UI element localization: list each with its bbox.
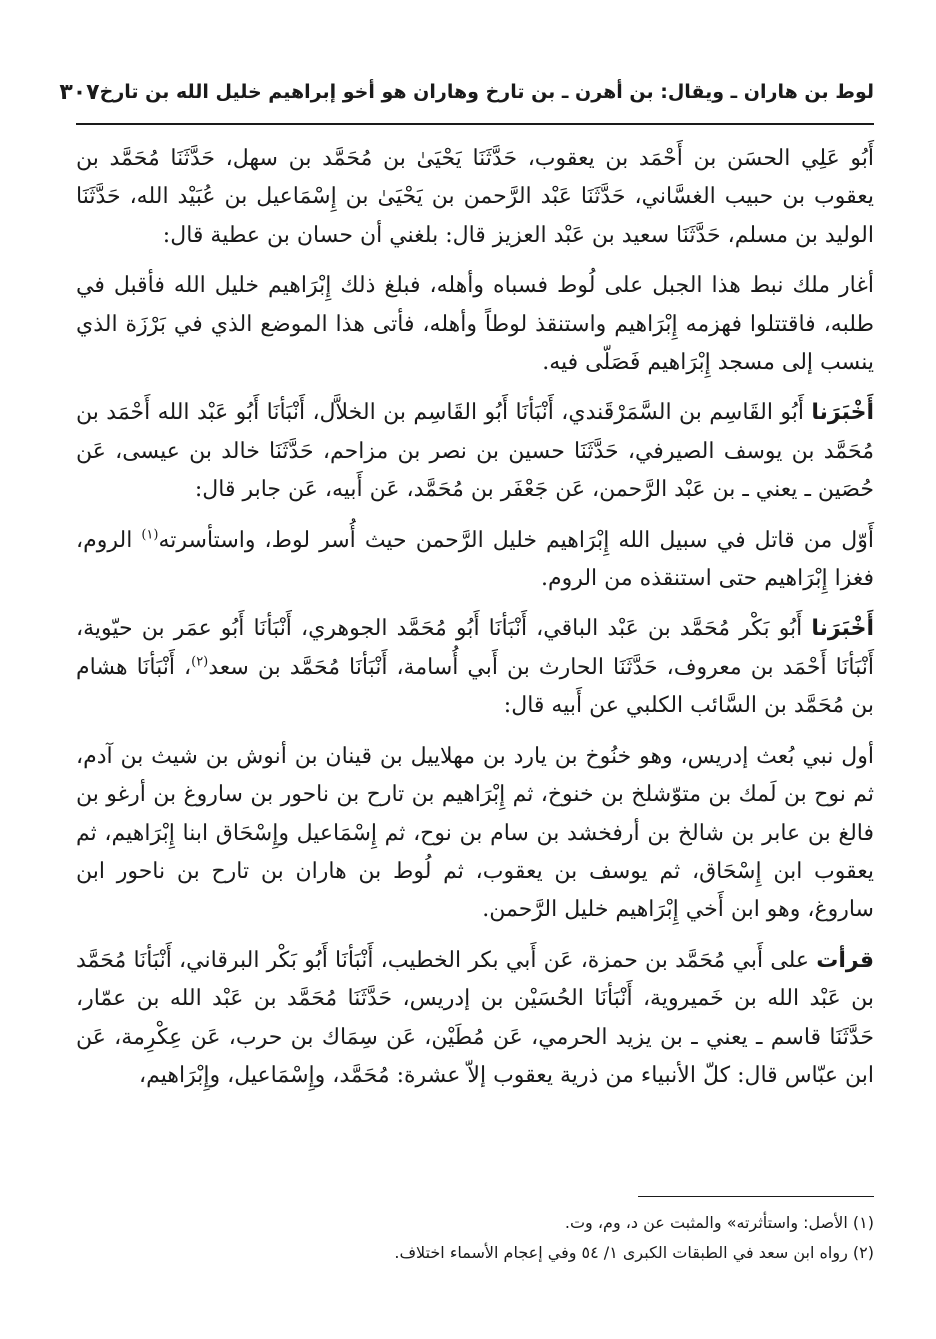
paragraph: [76, 522, 874, 599]
header-divider: [76, 123, 874, 125]
paragraph-text: أَوّل من قاتل في سبيل الله إِبْرَاهيم خليل الرَّحمن حيث أُسر لوط، واستأسرته: [158, 527, 874, 553]
paragraph: [76, 267, 874, 382]
main-text: [76, 140, 874, 1107]
running-header-title: لوط بن هاران ـ ويقال: بن أهرن ـ بن تارخ وهاران هو أخو إبراهيم خليل الله بن تارخ: [99, 81, 874, 103]
paragraph-lead-word: قرأت: [816, 947, 874, 973]
footnote: (١) الأصل: واستأثرته» والمثبت عن د، وم، وت.: [564, 1213, 874, 1232]
paragraph-text: أَبُو عَلِي الحسَن بن أَحْمَد بن يعقوب، حَدَّثَنَا يَحْيَىٰ بن مُحَمَّد بن سهل، حَدَّثَنَا مُحَمَّد بن يعقوب بن حبيب الغسَّاني، حَدَّثَنَا عَبْد الرَّحمن بن يَحْيَىٰ بن إِسْمَاعيل بن عُبَيْد الله، حَدَّثَنَا الوليد بن مسلم، حَدَّثَنَا سعيد بن عَبْد العزيز قال: بلغني أن حسان بن عطية قال:: [76, 146, 874, 248]
paragraph-text: أَبُو بَكْر مُحَمَّد بن عَبْد الباقي، أَنْبَأنَا أَبُو مُحَمَّد الجوهري، أَنْبَأنَا أَبُو عمَر بن حيّوية، أَنْبَأنَا أَحْمَد بن معروف، حَدَّثَنَا الحارث بن أَبي أُسامة، أَنْبَأنَا مُحَمَّد بن سعد: [76, 616, 874, 680]
paragraph-text: على أَبي مُحَمَّد بن حمزة، عَن أَبي بكر الخطيب، أَنْبَأنَا أَبُو بَكْر البرقاني، أَنْبَأنَا مُحَمَّد بن عَبْد الله بن خَميروية، أَنْبَأنَا الحُسَيْن بن إدريس، حَدَّثَنَا مُحَمَّد بن عَبْد الله بن عمّار، حَدَّثَنَا قاسم ـ يعني ـ بن يزيد الحرمي، عَن مُطَيْن، عَن سِمَاك بن حرب، عَن عِكْرِمة، عَن ابن عبّاس قال: كلّ الأنبياء من ذرية يعقوب إلاّ عشرة: مُحَمَّد، وإِسْمَاعيل، وإِبْرَاهيم،: [76, 947, 874, 1088]
paragraph-lead-word: أَخْبَرَنا: [811, 616, 874, 642]
paragraph: [76, 610, 874, 725]
page-number: ٣٠٧: [59, 79, 100, 105]
footnote-divider: [638, 1196, 874, 1197]
paragraph-text: أَبُو القَاسِم بن السَّمَرْقَندي، أَنْبَأنَا أَبُو القَاسِم بن الخلاَّل، أَنْبَأنَا أَبُو عَبْد الله أَحْمَد بن مُحَمَّد بن يوسف الصيرفي، حَدَّثَنَا حسين بن نصر بن مزاحم، حَدَّثَنَا خالد بن عيسى، عَن حُصَين ـ يعني ـ بن عَبْد الرَّحمن، عَن جَعْفَر بن مُحَمَّد، عَن أَبيه، عَن جابر قال:: [76, 400, 874, 503]
paragraph: [76, 394, 874, 509]
paragraph-text: أغار ملك نبط هذا الجبل على لُوط فسباه وأهله، فبلغ ذلك إِبْرَاهيم خليل الله فأقبل في طلبه، فاقتتلوا فهزمه إِبْرَاهيم واستنقذ لوطاً وأهله، فأتى هذا الموضع الذي في بَرْزَة الذي ينسب إلى مسجد إِبْرَاهيم فَصَلّى فيه.: [76, 273, 874, 376]
paragraph-text-after: ، أَنْبَأنَا هشام بن مُحَمَّد بن السَّائب الكلبي عن أَبيه قال:: [76, 654, 874, 719]
paragraph: [76, 942, 874, 1096]
footnote: (٢) رواه ابن سعد في الطبقات الكبرى ١/ ٥٤ وفي إعجام الأسماء اختلاف.: [394, 1243, 874, 1262]
paragraph-text-after: الروم، فغزا إِبْرَاهيم حتى استنقذه من الروم.: [76, 527, 874, 592]
paragraph-lead-word: أَخْبَرَنا: [811, 400, 874, 426]
footnote-mark: (٢): [191, 654, 209, 670]
footnote-mark: (١): [141, 527, 159, 543]
paragraph: [76, 738, 874, 930]
paragraph: [76, 140, 874, 255]
footnotes: [76, 1208, 874, 1268]
paragraph-text: أول نبي بُعث إدريس، وهو خنُوخ بن يارد بن مهلاييل بن قينان بن أنوش بن شيث بن آدم، ثم نوح بن لَمك بن متوّشلخ بن خنوخ، ثم إِبْرَاهيم بن تارح بن ناحور بن ساروغ بن أرغو بن فالغ بن عابر بن شالخ بن أرفخشد بن سام بن نوح، ثم إِسْمَاعيل وإِسْحَاق ابنا إِبْرَاهيم، ثم يعقوب ابن إِسْحَاق، ثم يوسف بن يعقوب، ثم لُوط بن هاران بن تارح بن ناحور ابن ساروغ، وهو ابن أَخي إِبْرَاهيم خليل الرَّحمن.: [76, 743, 874, 923]
running-header: [59, 72, 874, 112]
